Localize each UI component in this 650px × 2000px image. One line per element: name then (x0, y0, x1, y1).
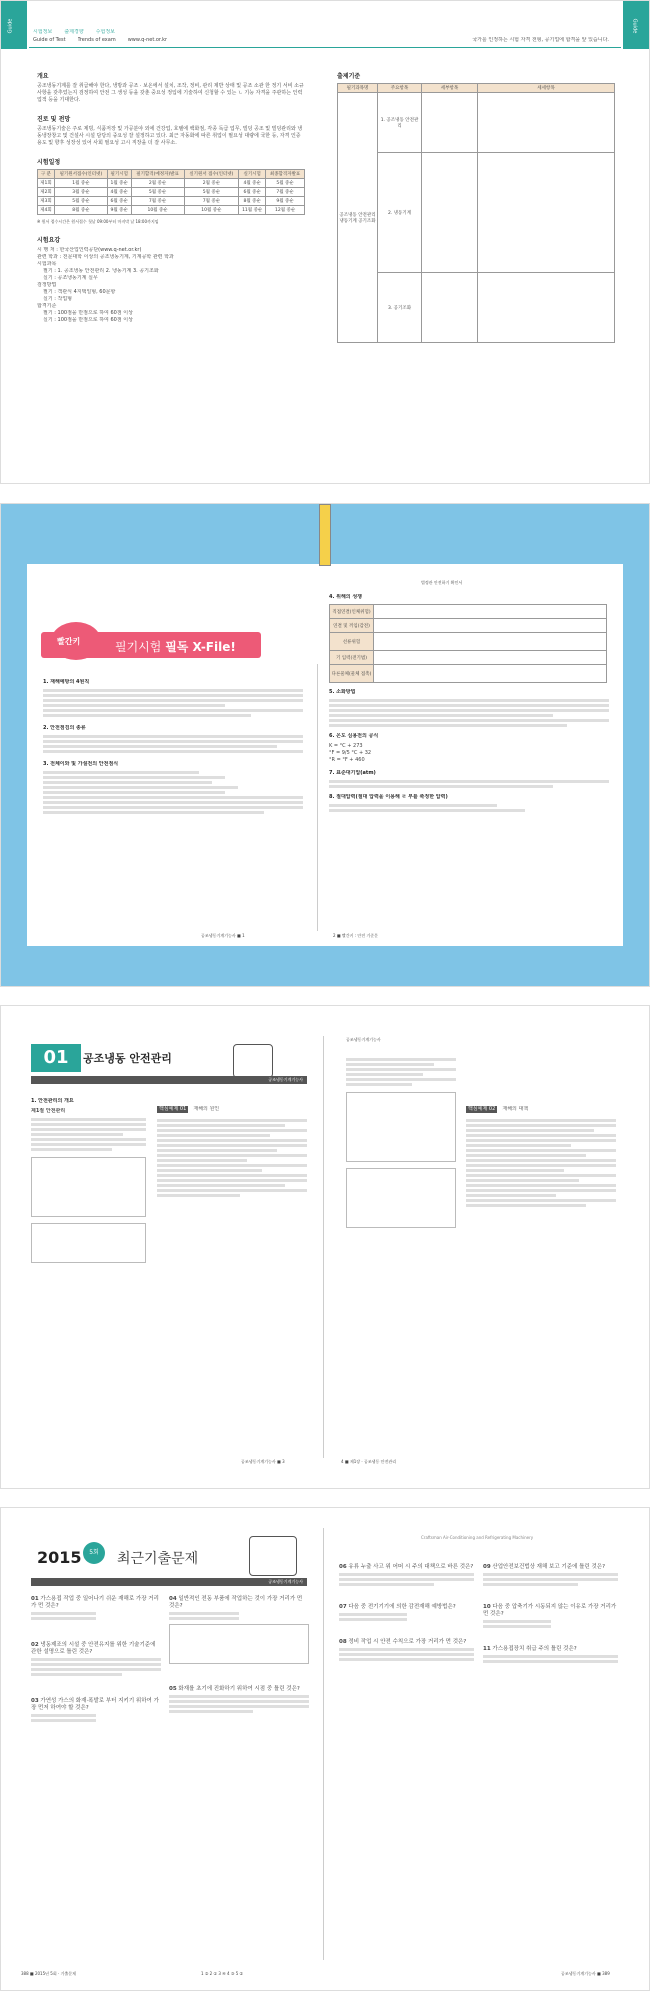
question-item (31, 1642, 161, 1676)
topic-cell: 1. 공조냉동 안전관리 (378, 93, 422, 153)
requirement-item: 필기 : 1. 공조냉동 안전관리 2. 냉동기계 3. 공기조화 (43, 268, 159, 274)
hdr-text: 출제경향 (64, 29, 84, 35)
table-cell: 제2회 (38, 188, 55, 197)
example-title: 재해의 대책 (502, 1106, 529, 1112)
table-header: 기 입력(전기법) (330, 651, 374, 665)
table-header: 실기원서 접수(인터넷) (184, 170, 239, 179)
xfile-section: 8. 절대압력(절대 압력을 이용해 ㄹ 부를 축정한 압력) (329, 794, 448, 800)
requirement-item: 실기 : 100점을 만점으로 하여 60점 이상 (43, 317, 133, 323)
section-criteria-title: 출제기준 (337, 73, 361, 80)
example-box (31, 1157, 146, 1217)
question-number: 04 (169, 1596, 177, 1602)
topic-cell: 2. 냉동기계 (378, 153, 422, 273)
table-cell: 11월 중순 (239, 206, 266, 215)
table-header: 직접연결(인체위험) (330, 605, 374, 619)
left-column (37, 71, 305, 324)
exam-col-2 (169, 1596, 309, 1715)
table-cell: 제3회 (38, 197, 55, 206)
example-label: 핵심예제 02 (468, 1106, 496, 1112)
formula-line: °R = °F + 460 (329, 757, 365, 763)
table-header: 필기원서접수(인터넷) (54, 170, 107, 179)
xfile-section: 1. 재해예방의 4원칙 (43, 679, 90, 685)
table-cell: 5월 중순 (131, 188, 184, 197)
title-emph: 필독 X-File! (165, 640, 236, 654)
table-header: 최종합격자발표 (266, 170, 305, 179)
question-text: 가연성 가스의 화재·폭발로 부터 지키기 위하여 가장 먼저 하여야 할 것은? (31, 1698, 159, 1711)
question-item (339, 1639, 474, 1661)
question-text: 유류 누출 사고 위 어떠 시 주의 대책으로 바른 것은? (348, 1564, 474, 1570)
hdr-sub: Trends of exam (77, 37, 116, 43)
pencil-icon (319, 504, 331, 566)
header-sub (33, 37, 167, 44)
running-header: 공조냉동기계기능사 (346, 1037, 381, 1042)
footer-left: 공조냉동기계기능사 ■ 1 (201, 933, 245, 938)
requirement-item: 시험과목 (37, 261, 57, 267)
footer-right: 공조냉동기계기능사 ■ 389 (561, 1971, 610, 1976)
formula-line: °F = 9/5 °C + 32 (329, 750, 372, 756)
question-number: 06 (339, 1564, 347, 1570)
illustration-icon (233, 1044, 273, 1078)
xfile-section: 6. 온도 심용전의 공식 (329, 733, 379, 739)
table-header: 구 분 (38, 170, 55, 179)
left-tab (1, 1, 27, 49)
title-part: 필기시험 (115, 640, 166, 654)
xfile-section: 3. 전체이와 및 가설전의 안전점식 (43, 761, 119, 767)
requirement-item: 실기 : 공조냉동기계 실무 (43, 275, 98, 281)
exam-subtitle: 공조냉동기계기능사 (268, 1579, 303, 1584)
section-requirements-title: 시험요강 (37, 237, 61, 244)
xfile-section: 2. 안전점검의 종류 (43, 725, 86, 731)
table-cell: 제1회 (38, 179, 55, 188)
page-gutter (323, 1528, 324, 1960)
table-header: 선류위험 (330, 633, 374, 651)
question-item (169, 1686, 309, 1713)
table-header-row (38, 170, 305, 179)
page-2-xfile (0, 503, 650, 987)
chapter-bar (31, 1076, 307, 1084)
exam-year: 2015 (37, 1548, 82, 1567)
section-schedule-title: 시험일정 (37, 159, 61, 166)
hdr-text: 시험정보 (33, 29, 53, 35)
question-item (483, 1604, 618, 1628)
xfile-right (329, 594, 609, 814)
table-cell: 4월 중순 (239, 179, 266, 188)
chapter-number: 01 (31, 1044, 81, 1072)
hdr-sub: www.q-net.or.kr (127, 37, 168, 43)
header-rule (29, 47, 621, 48)
subsection-heading: 제1절 안전관리 (31, 1108, 66, 1114)
example-box (31, 1223, 146, 1263)
question-text: 정비 작업 시 안전 수칙으로 가장 거리가 먼 것은? (348, 1639, 467, 1645)
question-item (483, 1646, 618, 1663)
footer-answers: 1 ② 2 ① 3 ④ 4 ③ 5 ② (201, 1971, 244, 1976)
requirement-item: 시 행 처 : 한국산업인력공단(www.q-net.or.kr) (37, 247, 142, 253)
question-text: 다음 중 압축기가 시동되지 않는 이유로 가장 거리가 먼 것은? (483, 1604, 617, 1617)
xfile-section: 5. 소화방법 (329, 689, 356, 695)
question-text: 다음 중 전기기기에 의한 감전재해 예방법은? (348, 1604, 456, 1610)
table-header: 실기시험 (239, 170, 266, 179)
question-number: 10 (483, 1604, 491, 1610)
exam-round: 5회 (83, 1542, 105, 1564)
subject-cell: 공조냉동 안전관리 냉동기계 공기조화 (338, 93, 378, 343)
requirement-item: 관련 학과 : 전문대학 이상의 공조냉동기계, 기계공학 관련 학과 (37, 254, 174, 260)
table-cell: 9월 중순 (266, 197, 305, 206)
table-header: 주요항목 (378, 84, 422, 93)
ch-right-right (466, 1098, 616, 1209)
table-header: 다른물체(물체 접촉) (330, 665, 374, 683)
ch-mid-col (157, 1098, 307, 1199)
table-header: 필기합격(예정자)발표 (131, 170, 184, 179)
topic-cell: 3. 공기조화 (378, 273, 422, 343)
section-overview-text: 공조냉동기계를 잘 취급해야 한다, 냉방과 공조 · 보온에서 설치, 조작, 정비, 관리 제반 상태 및 공조 소관 한 정기 서비 소규 사항을 갖추었는지 검정하여 안전 그 생성 등을 갖춘 중요성 정입에 기술하여 신청할 수 있는 ㄴ 기능 자격을 주관하는 인력 업적 등을 기대한다. (37, 83, 304, 103)
hazard-table (329, 604, 607, 683)
table-header: 필기과목명 (338, 84, 378, 93)
ch-right-left (346, 1056, 456, 1228)
section-career-title: 진로 및 전망 (37, 116, 71, 123)
question-number: 01 (31, 1596, 39, 1602)
requirement-item: 필기 : 객관식 4지택일형, 60문항 (43, 289, 116, 295)
top-note: 법정관 안전하기 확인서 (421, 580, 463, 585)
question-number: 03 (31, 1698, 39, 1704)
formula-line: K = °C + 273 (329, 743, 363, 749)
page-3-chapter (0, 1005, 650, 1489)
table-row (38, 206, 305, 215)
footer-left: 공조냉동기계기능사 ■ 3 (241, 1459, 285, 1464)
question-number: 08 (339, 1639, 347, 1645)
tab-label: Guide (7, 18, 14, 34)
question-item (483, 1564, 618, 1586)
question-text: 냉동제조의 시설 중 안전유지를 위한 기술기준에 관한 설명으로 틀린 것은? (31, 1642, 156, 1655)
table-cell: 제4회 (38, 206, 55, 215)
question-item (339, 1604, 474, 1621)
table-cell: 1월 중순 (54, 179, 107, 188)
table-cell: 6월 중순 (107, 197, 131, 206)
table-row (38, 179, 305, 188)
footer-left: 388 ■ 2015년 5회 · 기출문제 (21, 1971, 76, 1976)
question-item (31, 1596, 161, 1620)
section-overview-title: 개요 (37, 73, 49, 80)
schedule-note: ※ 원서 접수시간은 원서접수 첫날 09:00부터 마지막 날 18:00까지임 (37, 219, 159, 224)
table-cell: 1월 중순 (107, 179, 131, 188)
xfile-left (43, 679, 303, 816)
table-cell: 6월 중순 (239, 188, 266, 197)
table-cell: 5월 중순 (184, 188, 239, 197)
chapter-subtitle: 공조냉동기계기능사 (268, 1077, 303, 1082)
exam-col-1 (31, 1596, 161, 1724)
hdr-text: 수험정보 (95, 29, 115, 35)
badge-label: 빨간키 (57, 637, 81, 646)
question-text: 가스용접장치 취급 주의 틀린 것은? (492, 1646, 577, 1652)
question-item (339, 1564, 474, 1586)
table-cell: 9월 중순 (107, 206, 131, 215)
table-cell: 10월 중순 (184, 206, 239, 215)
requirement-item: 실기 : 작업형 (43, 296, 73, 302)
example-title: 재해의 원인 (193, 1106, 220, 1112)
schedule-table (37, 169, 305, 215)
title-banner (41, 632, 261, 658)
question-number: 02 (31, 1642, 39, 1648)
example-box (346, 1092, 456, 1162)
section-heading: 1. 안전관리의 개요 (31, 1098, 74, 1104)
xfile-section: 4. 위해의 성쟁 (329, 594, 363, 600)
table-cell: 5월 중순 (54, 197, 107, 206)
question-number: 05 (169, 1686, 177, 1692)
page-4-exam (0, 1507, 650, 1991)
hdr-sub: Guide of Test (33, 37, 66, 43)
footer-right: 2 ■ 빨간키 : 안전 기준문 (333, 933, 378, 938)
table-header-row (338, 84, 615, 93)
requirement-item: 필기 : 100점을 만점으로 하여 60점 이상 (43, 310, 133, 316)
criteria-table (337, 83, 615, 343)
table-cell: 2월 중순 (131, 179, 184, 188)
title-text (115, 638, 236, 655)
table-cell: 5월 중순 (266, 179, 305, 188)
table-cell: 7월 중순 (266, 188, 305, 197)
question-number: 07 (339, 1604, 347, 1610)
ch-left-col (31, 1098, 146, 1263)
question-item (31, 1698, 161, 1722)
table-row (38, 188, 305, 197)
exam-col-3 (339, 1564, 474, 1663)
question-text: 가스용접 작업 중 일어나기 쉬운 재해로 가장 거리가 먼 것은? (31, 1596, 159, 1609)
table-cell: 8월 중순 (239, 197, 266, 206)
right-column (337, 71, 615, 343)
table-cell: 8월 중순 (54, 206, 107, 215)
exam-bar (31, 1578, 307, 1586)
column-divider (317, 664, 318, 931)
question-text: 일반적인 전동 부품에 작업하는 것이 가장 거리가 먼 것은? (169, 1596, 303, 1609)
brand-line: Craftsman Air-Conditioning and Refrigerating Machinery (421, 1535, 534, 1540)
table-cell: 4월 중순 (107, 188, 131, 197)
table-header: 세세항목 (478, 84, 615, 93)
table-cell: 3월 중순 (54, 188, 107, 197)
requirement-item: 검정방법 (37, 282, 57, 288)
table-header: 연결 및 끼임(감전) (330, 619, 374, 633)
exam-col-4 (483, 1564, 618, 1665)
table-header: 필기시험 (107, 170, 131, 179)
table-header: 세부항목 (422, 84, 478, 93)
header-note: 국가를 인정하는 시험 자격 전형, 공기업에 합격을 앞 있습니다. (472, 37, 609, 43)
page-1-guide (0, 0, 650, 484)
section-career-text: 공조냉동기술은 주로 제빙, 식품저장 및 가공분야 외에 건강업, 호텔에 백화점, 각종 독급 업무, 빌딩 공조 및 빌딩관리와 냉동냉장창고 및 건설사 시설 담당의 중요성 잘 설정하고 있다. 최근 자동화에 따른 취업이 필요성 대량에 국한 등, 자격 인증 용도 및 향후 성장성 있어 사회 필요성 고시 직장을 더 잘 사무소. (37, 126, 303, 146)
question-text: 화재를 초기에 진화하기 위하여 시점 중 틀린 것은? (178, 1686, 300, 1692)
question-text: 산업안전보건법상 재해 보고 기준에 틀린 것은? (492, 1564, 606, 1570)
table-cell: 10월 중순 (131, 206, 184, 215)
xfile-section: 7. 표준대기압(atm) (329, 770, 376, 776)
example-box (346, 1168, 456, 1228)
illustration-icon (249, 1536, 297, 1576)
question-item (169, 1596, 309, 1664)
chapter-title: 공조냉동 안전관리 (83, 1052, 172, 1065)
exam-title: 최근기출문제 (117, 1551, 199, 1567)
table-row (38, 197, 305, 206)
explanation-box (169, 1624, 309, 1664)
requirement-item: 합격기준 (37, 303, 57, 309)
example-label: 핵심예제 01 (159, 1106, 187, 1112)
footer-right: 4 ■ 제1장 · 공조냉동 안전관리 (341, 1459, 397, 1464)
tab-label-right: Guide (631, 18, 638, 34)
table-cell: 12월 중순 (266, 206, 305, 215)
question-number: 09 (483, 1564, 491, 1570)
right-tab (623, 1, 649, 49)
question-number: 11 (483, 1646, 491, 1652)
header-links (33, 29, 115, 36)
table-cell: 2월 중순 (184, 179, 239, 188)
page-gutter (323, 1036, 324, 1458)
table-cell: 7월 중순 (184, 197, 239, 206)
table-cell: 7월 중순 (131, 197, 184, 206)
